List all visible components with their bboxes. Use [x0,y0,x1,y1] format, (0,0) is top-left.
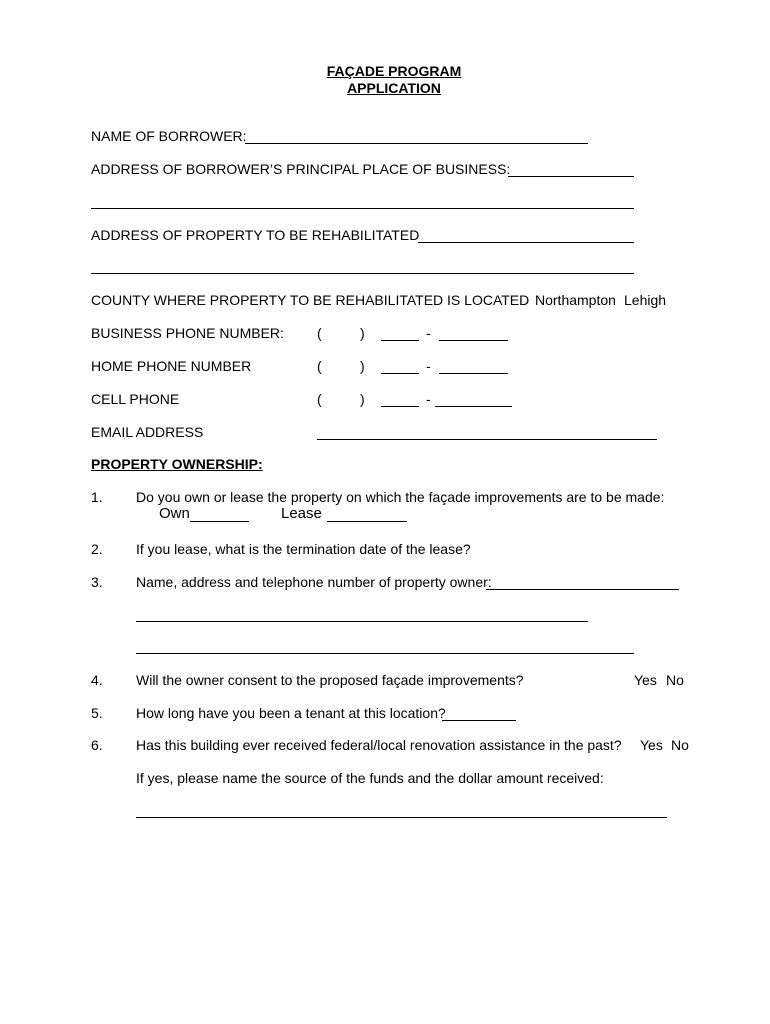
business-phone-prefix-field[interactable] [381,340,419,341]
question-1-text: Do you own or lease the property on which the façade improvements are to be made: [136,489,665,505]
property-owner-field-line3[interactable] [136,653,634,654]
borrower-name-label: NAME OF BORROWER: [91,128,247,144]
home-phone-close-paren: ) [360,358,365,374]
cell-phone-close-paren: ) [360,391,365,407]
tenancy-length-field[interactable] [442,720,516,721]
question-6-number: 6. [91,737,103,753]
question-6-text: Has this building ever received federal/local renovation assistance in the past? [136,737,622,753]
county-option-lehigh[interactable]: Lehigh [624,292,667,308]
question-1-number: 1. [91,489,103,505]
cell-phone-label: CELL PHONE [91,391,180,407]
question-4-no[interactable]: No [666,672,684,688]
question-5-number: 5. [91,705,103,721]
own-field[interactable] [190,521,249,522]
cell-phone-open-paren: ( [317,391,322,407]
property-address-field[interactable] [418,242,634,243]
property-owner-field[interactable] [486,589,679,590]
business-phone-open-paren: ( [317,325,322,341]
borrower-name-field[interactable] [245,143,588,144]
funds-source-field[interactable] [136,817,667,818]
question-4-text: Will the owner consent to the proposed façade improvements? [136,672,524,688]
property-ownership-heading: PROPERTY OWNERSHIP: [91,456,263,472]
property-address-field-line2[interactable] [91,273,634,274]
home-phone-dash: - [426,358,431,374]
home-phone-prefix-field[interactable] [381,373,419,374]
business-address-field-line2[interactable] [91,208,634,209]
form-title-line2: APPLICATION [347,80,441,96]
county-label: COUNTY WHERE PROPERTY TO BE REHABILITATED IS LOCATED [91,292,530,308]
business-phone-dash: - [426,325,431,341]
property-owner-field-line2[interactable] [136,621,588,622]
property-address-label: ADDRESS OF PROPERTY TO BE REHABILITATED [91,227,420,243]
question-2-text: If you lease, what is the termination date of the lease? [136,541,471,557]
home-phone-open-paren: ( [317,358,322,374]
email-field[interactable] [317,439,657,440]
business-address-field[interactable] [508,176,634,177]
business-phone-label: BUSINESS PHONE NUMBER: [91,325,284,341]
question-6-no[interactable]: No [671,737,689,753]
cell-phone-prefix-field[interactable] [381,406,419,407]
business-address-label: ADDRESS OF BORROWER’S PRINCIPAL PLACE OF BUSINESS: [91,161,511,177]
cell-phone-dash: - [426,391,431,407]
email-label: EMAIL ADDRESS [91,424,204,440]
question-4-yes[interactable]: Yes [634,672,657,688]
question-6-followup-text: If yes, please name the source of the funds and the dollar amount received: [136,770,604,786]
lease-field[interactable] [327,521,407,522]
lease-label: Lease [281,505,322,522]
business-phone-line-field[interactable] [439,340,508,341]
business-phone-close-paren: ) [360,325,365,341]
form-title-line1: FAÇADE PROGRAM [326,63,462,79]
own-label: Own [159,505,190,522]
home-phone-label: HOME PHONE NUMBER [91,358,252,374]
county-option-northampton[interactable]: Northampton [535,292,616,308]
question-2-number: 2. [91,541,103,557]
home-phone-line-field[interactable] [439,373,508,374]
question-4-number: 4. [91,672,103,688]
question-3-number: 3. [91,574,103,590]
question-5-text: How long have you been a tenant at this location? [136,705,446,721]
question-3-text: Name, address and telephone number of property owner: [136,574,492,590]
question-6-yes[interactable]: Yes [640,737,663,753]
cell-phone-line-field[interactable] [435,406,512,407]
